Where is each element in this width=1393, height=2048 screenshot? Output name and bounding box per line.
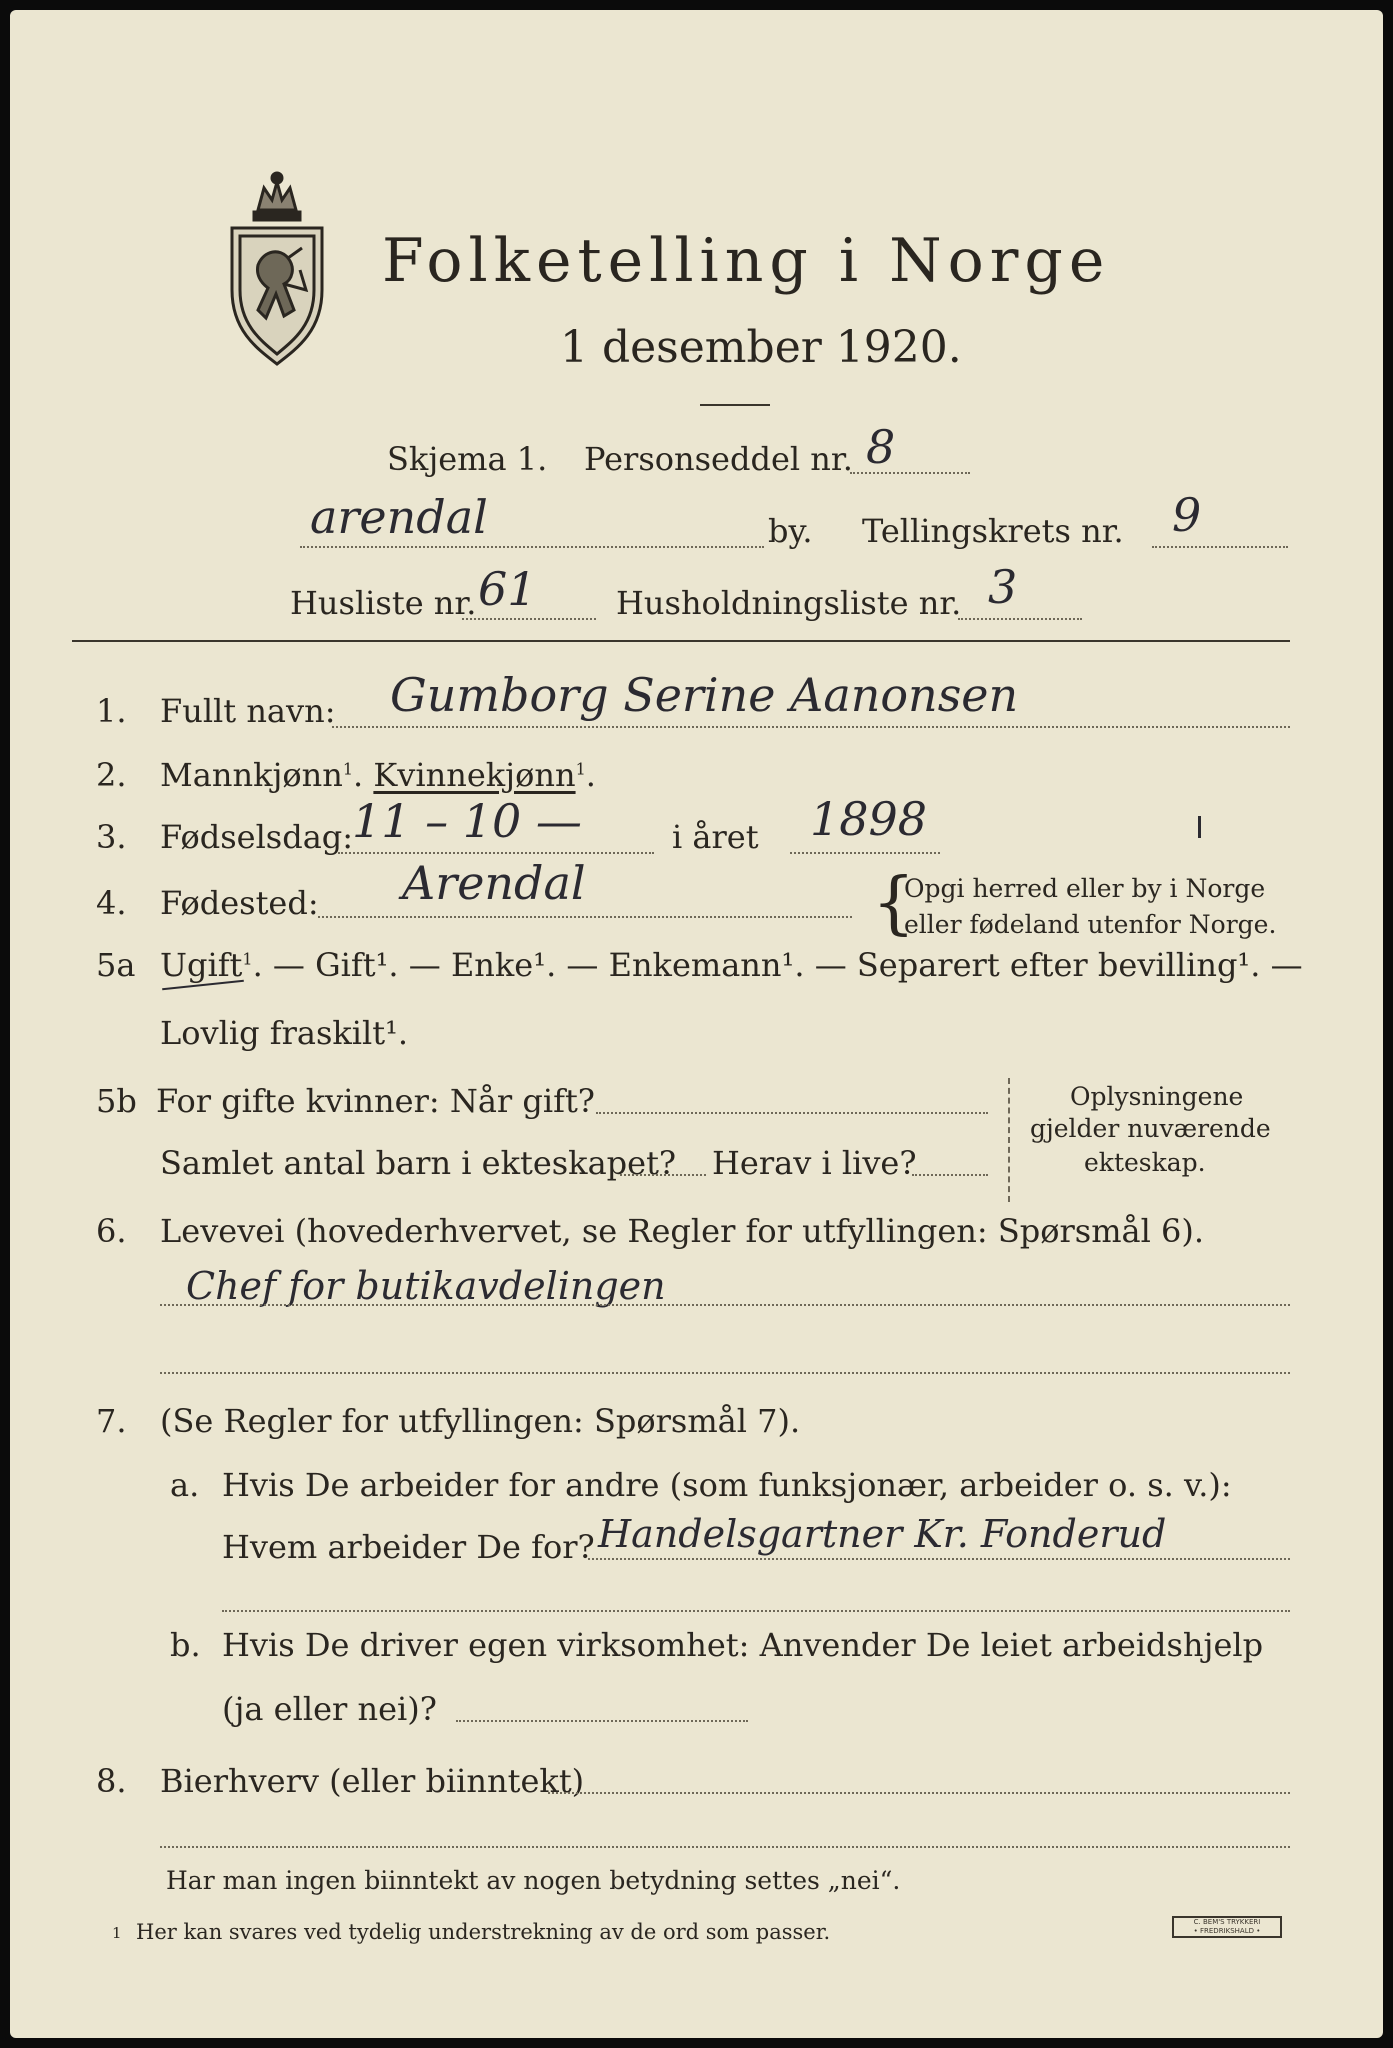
nei-instruction: Har man ingen biinntekt av nogen betydning settes „nei“.: [166, 1866, 901, 1895]
q7b-text: Hvis De driver egen virksomhet: Anvender De leiet arbeidshjelp: [222, 1626, 1264, 1664]
employer-line-2: [222, 1610, 1290, 1612]
footnote-text: Her kan svares ved tydelig understrekning av de ord som passer.: [136, 1920, 831, 1944]
q5b-label-alive: Herav i live?: [712, 1144, 917, 1182]
by-line: [300, 546, 764, 548]
form-title: Folketelling i Norge: [382, 226, 1111, 296]
by-label: by.: [768, 512, 813, 550]
occupation-line-1: [160, 1304, 1290, 1306]
male-option[interactable]: Mannkjønn: [160, 756, 343, 794]
q7a-question: Hvem arbeider De for?: [222, 1528, 595, 1566]
personseddel-label: Personseddel nr.: [584, 440, 853, 478]
tellingskrets-line: [1152, 546, 1288, 548]
alive-line: [912, 1174, 988, 1176]
husliste-label: Husliste nr.: [290, 584, 477, 622]
q7b-letter: b.: [170, 1626, 201, 1664]
q4-label: Fødested:: [160, 884, 319, 922]
birthplace-value[interactable]: Arendal: [402, 856, 586, 910]
birthdate-line: [338, 852, 654, 854]
q8-label: Bierhverv (eller biinntekt): [160, 1762, 585, 1800]
husliste-line: [462, 618, 596, 620]
q5b-note-2: gjelder nuværende: [1030, 1114, 1271, 1143]
full-name-value[interactable]: Gumborg Serine Aanonsen: [390, 668, 1019, 722]
q7-label: (Se Regler for utfyllingen: Spørsmål 7).: [160, 1402, 801, 1440]
q6-label: Levevei (hovederhvervet, se Regler for utfyllingen: Spørsmål 6).: [160, 1212, 1205, 1250]
birthyear-line: [790, 852, 940, 854]
birthplace-brace: {: [872, 864, 916, 943]
census-date: 1 desember 1920.: [560, 322, 962, 373]
pencil-mark: [1198, 816, 1201, 838]
year-label: i året: [672, 818, 759, 856]
married-when-line: [596, 1112, 988, 1114]
birthplace-note-1: Opgi herred eller by i Norge: [904, 874, 1266, 903]
side-income-line-2: [160, 1846, 1290, 1848]
q3-label: Fødselsdag:: [160, 818, 354, 856]
q5b-note-1: Oplysningene: [1070, 1082, 1244, 1111]
note-bracket: [1008, 1078, 1010, 1202]
children-line: [620, 1174, 706, 1176]
birthyear-value[interactable]: 1898: [810, 792, 928, 846]
q5a-number: 5a: [96, 946, 136, 984]
q6-number: 6.: [96, 1212, 127, 1250]
q5b-label-when-married: For gifte kvinner: Når gift?: [156, 1082, 595, 1120]
q5b-note-3: ekteskap.: [1084, 1148, 1206, 1177]
husholdningsliste-line: [958, 618, 1082, 620]
q5a-options: Ugift$^1$. — Gift¹. — Enke¹. — Enkemann¹. — Separert efter bevilling¹. —: [160, 946, 1303, 984]
tellingskrets-label: Tellingskrets nr.: [862, 512, 1124, 550]
employer-value[interactable]: Handelsgartner Kr. Fonderud: [598, 1512, 1167, 1556]
female-option-underlined[interactable]: Kvinnekjønn: [373, 756, 576, 794]
employer-line: [588, 1558, 1290, 1560]
birthplace-line: [318, 916, 852, 918]
q5b-number: 5b: [96, 1082, 137, 1120]
q3-number: 3.: [96, 818, 127, 856]
husholdningsliste-value[interactable]: 3: [988, 560, 1018, 614]
q8-number: 8.: [96, 1762, 127, 1800]
side-income-line: [548, 1792, 1290, 1794]
husholdningsliste-label: Husholdningsliste nr.: [616, 584, 962, 622]
coat-of-arms-icon: [218, 170, 336, 370]
ugift-option[interactable]: Ugift: [160, 946, 243, 984]
birthdate-value[interactable]: 11 – 10 —: [352, 794, 582, 848]
q7-number: 7.: [96, 1402, 127, 1440]
q7a-text: Hvis De arbeider for andre (som funksjonær, arbeider o. s. v.):: [222, 1466, 1232, 1504]
q1-line: [332, 726, 1290, 728]
q2-number: 2.: [96, 756, 127, 794]
occupation-value[interactable]: Chef for butikavdelingen: [186, 1264, 666, 1308]
q5b-label-children: Samlet antal barn i ekteskapet?: [160, 1144, 677, 1182]
footnote-number: 1: [112, 1924, 122, 1942]
by-value[interactable]: arendal: [310, 490, 488, 544]
q5a-line2: Lovlig fraskilt¹.: [160, 1014, 409, 1052]
printer-stamp: C. BEM'S TRYKKERI • FREDRIKSHALD •: [1172, 1916, 1282, 1938]
q2-gender-options: Mannkjønn$^1$. Kvinnekjønn$^1$.: [160, 756, 596, 794]
birthplace-note-2: eller fødeland utenfor Norge.: [904, 910, 1277, 939]
occupation-line-2: [160, 1372, 1290, 1374]
section-divider: [72, 640, 1290, 642]
husliste-value[interactable]: 61: [478, 562, 537, 616]
q1-number: 1.: [96, 692, 127, 730]
hired-help-line: [456, 1720, 748, 1722]
tellingskrets-value[interactable]: 9: [1172, 488, 1202, 542]
personseddel-value[interactable]: 8: [866, 420, 896, 474]
q1-label: Fullt navn:: [160, 692, 336, 730]
title-divider: [700, 404, 770, 406]
q4-number: 4.: [96, 884, 127, 922]
q7a-letter: a.: [170, 1466, 200, 1504]
q7b-question: (ja eller nei)?: [222, 1690, 437, 1728]
skjema-label: Skjema 1.: [387, 440, 548, 478]
